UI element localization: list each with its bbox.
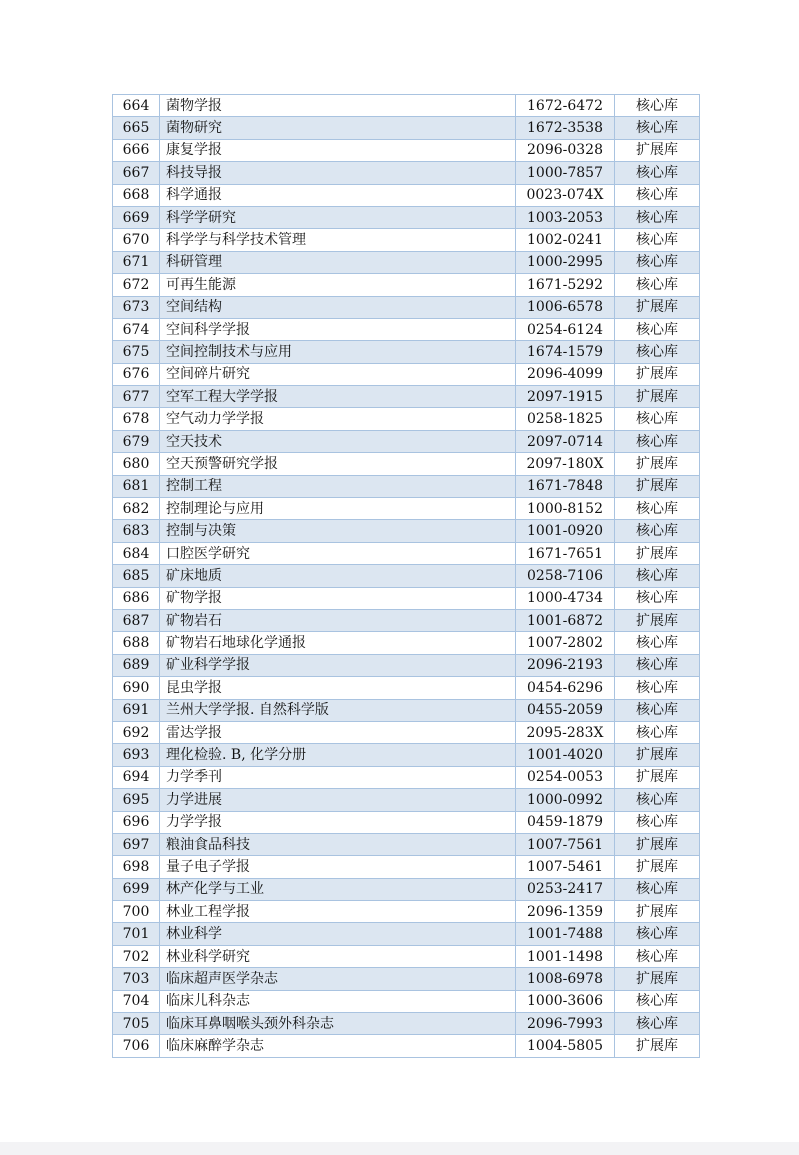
issn-cell: 1672-3538 [516,117,615,139]
table-row [113,632,700,654]
table-row [113,117,700,139]
journal-title-cell: 可再生能源 [160,274,516,296]
category-cell: 核心库 [615,162,700,184]
issn-cell: 1672-6472 [516,95,615,117]
table-row [113,699,700,721]
journal-title-cell: 康复学报 [160,139,516,161]
row-number-cell: 672 [113,274,160,296]
issn-cell: 2097-0714 [516,430,615,452]
journal-title-cell: 林业科学研究 [160,945,516,967]
journal-title-cell: 口腔医学研究 [160,542,516,564]
category-cell: 核心库 [615,184,700,206]
row-number-cell: 701 [113,923,160,945]
issn-cell: 1003-2053 [516,206,615,228]
row-number-cell: 696 [113,811,160,833]
table-row [113,475,700,497]
journal-title-cell: 科研管理 [160,251,516,273]
issn-cell: 0258-1825 [516,408,615,430]
category-cell: 核心库 [615,117,700,139]
category-cell: 核心库 [615,274,700,296]
row-number-cell: 698 [113,856,160,878]
category-cell: 扩展库 [615,386,700,408]
category-cell: 核心库 [615,565,700,587]
issn-cell: 1000-2995 [516,251,615,273]
category-cell: 核心库 [615,341,700,363]
issn-cell: 1001-4020 [516,744,615,766]
row-number-cell: 668 [113,184,160,206]
issn-cell: 1000-4734 [516,587,615,609]
table-row [113,721,700,743]
row-number-cell: 686 [113,587,160,609]
issn-cell: 2095-283X [516,721,615,743]
category-cell: 核心库 [615,990,700,1012]
row-number-cell: 664 [113,95,160,117]
table-row [113,744,700,766]
issn-cell: 2096-4099 [516,363,615,385]
row-number-cell: 695 [113,789,160,811]
journal-title-cell: 科学通报 [160,184,516,206]
row-number-cell: 680 [113,453,160,475]
category-cell: 核心库 [615,251,700,273]
journal-title-cell: 雷达学报 [160,721,516,743]
row-number-cell: 706 [113,1035,160,1057]
journal-title-cell: 力学进展 [160,789,516,811]
issn-cell: 2096-2193 [516,654,615,676]
table-row [113,901,700,923]
row-number-cell: 688 [113,632,160,654]
journal-title-cell: 空间控制技术与应用 [160,341,516,363]
category-cell: 扩展库 [615,363,700,385]
journal-title-cell: 控制与决策 [160,520,516,542]
issn-cell: 1001-1498 [516,945,615,967]
category-cell: 核心库 [615,945,700,967]
table-row [113,453,700,475]
row-number-cell: 702 [113,945,160,967]
table-row [113,251,700,273]
table-row [113,945,700,967]
issn-cell: 1006-6578 [516,296,615,318]
category-cell: 扩展库 [615,901,700,923]
table-row [113,206,700,228]
issn-cell: 1000-0992 [516,789,615,811]
journal-title-cell: 量子电子学报 [160,856,516,878]
row-number-cell: 671 [113,251,160,273]
table-row [113,95,700,117]
category-cell: 扩展库 [615,542,700,564]
category-cell: 核心库 [615,408,700,430]
issn-cell: 0023-074X [516,184,615,206]
issn-cell: 1007-7561 [516,833,615,855]
journal-title-cell: 科学学与科学技术管理 [160,229,516,251]
row-number-cell: 670 [113,229,160,251]
issn-cell: 2096-0328 [516,139,615,161]
table-row [113,677,700,699]
issn-cell: 0253-2417 [516,878,615,900]
issn-cell: 1671-7651 [516,542,615,564]
row-number-cell: 665 [113,117,160,139]
journal-title-cell: 科学学研究 [160,206,516,228]
issn-cell: 1674-1579 [516,341,615,363]
issn-cell: 0258-7106 [516,565,615,587]
category-cell: 扩展库 [615,139,700,161]
journal-title-cell: 临床麻醉学杂志 [160,1035,516,1057]
row-number-cell: 687 [113,609,160,631]
table-row [113,1035,700,1057]
page-bottom-band [0,1142,799,1155]
journal-title-cell: 空气动力学学报 [160,408,516,430]
category-cell: 扩展库 [615,609,700,631]
row-number-cell: 674 [113,318,160,340]
table-row [113,408,700,430]
table-row [113,811,700,833]
issn-cell: 1004-5805 [516,1035,615,1057]
journal-title-cell: 理化检验. B, 化学分册 [160,744,516,766]
issn-cell: 1008-6978 [516,968,615,990]
category-cell: 核心库 [615,430,700,452]
issn-cell: 1000-7857 [516,162,615,184]
table-row [113,229,700,251]
category-cell: 核心库 [615,699,700,721]
row-number-cell: 679 [113,430,160,452]
issn-cell: 1001-0920 [516,520,615,542]
journal-title-cell: 空天预警研究学报 [160,453,516,475]
row-number-cell: 683 [113,520,160,542]
journal-title-cell: 力学季刊 [160,766,516,788]
table-row [113,318,700,340]
table-row [113,968,700,990]
category-cell: 核心库 [615,721,700,743]
table-row [113,609,700,631]
category-cell: 扩展库 [615,1035,700,1057]
category-cell: 核心库 [615,789,700,811]
table-row [113,386,700,408]
journal-title-cell: 林业工程学报 [160,901,516,923]
table-row [113,363,700,385]
table-row [113,833,700,855]
journal-title-cell: 科技导报 [160,162,516,184]
journal-title-cell: 空间科学学报 [160,318,516,340]
journal-title-cell: 粮油食品科技 [160,833,516,855]
category-cell: 扩展库 [615,766,700,788]
journal-title-cell: 空天技术 [160,430,516,452]
row-number-cell: 693 [113,744,160,766]
journal-table-body [113,95,700,1058]
table-row [113,766,700,788]
table-row [113,498,700,520]
row-number-cell: 700 [113,901,160,923]
row-number-cell: 681 [113,475,160,497]
issn-cell: 1007-5461 [516,856,615,878]
journal-title-cell: 临床耳鼻咽喉头颈外科杂志 [160,1013,516,1035]
journal-title-cell: 临床超声医学杂志 [160,968,516,990]
category-cell: 核心库 [615,632,700,654]
journal-title-cell: 兰州大学学报. 自然科学版 [160,699,516,721]
row-number-cell: 669 [113,206,160,228]
row-number-cell: 666 [113,139,160,161]
category-cell: 核心库 [615,318,700,340]
row-number-cell: 678 [113,408,160,430]
row-number-cell: 703 [113,968,160,990]
row-number-cell: 694 [113,766,160,788]
category-cell: 扩展库 [615,968,700,990]
row-number-cell: 691 [113,699,160,721]
issn-cell: 0454-6296 [516,677,615,699]
journal-title-cell: 矿物学报 [160,587,516,609]
table-row [113,878,700,900]
row-number-cell: 675 [113,341,160,363]
journal-title-cell: 林业科学 [160,923,516,945]
category-cell: 扩展库 [615,296,700,318]
journal-title-cell: 空间碎片研究 [160,363,516,385]
row-number-cell: 667 [113,162,160,184]
category-cell: 核心库 [615,229,700,251]
row-number-cell: 673 [113,296,160,318]
table-row [113,430,700,452]
row-number-cell: 704 [113,990,160,1012]
journal-title-cell: 矿物岩石 [160,609,516,631]
issn-cell: 2096-1359 [516,901,615,923]
row-number-cell: 677 [113,386,160,408]
row-number-cell: 690 [113,677,160,699]
table-row [113,587,700,609]
table-row [113,162,700,184]
table-row [113,542,700,564]
issn-cell: 2097-180X [516,453,615,475]
row-number-cell: 676 [113,363,160,385]
issn-cell: 2096-7993 [516,1013,615,1035]
journal-title-cell: 控制理论与应用 [160,498,516,520]
table-row [113,341,700,363]
journal-title-cell: 空军工程大学学报 [160,386,516,408]
journal-title-cell: 林产化学与工业 [160,878,516,900]
issn-cell: 0254-6124 [516,318,615,340]
issn-cell: 1001-7488 [516,923,615,945]
issn-cell: 1671-5292 [516,274,615,296]
category-cell: 核心库 [615,878,700,900]
journal-title-cell: 菌物学报 [160,95,516,117]
row-number-cell: 692 [113,721,160,743]
category-cell: 扩展库 [615,744,700,766]
table-row [113,274,700,296]
category-cell: 核心库 [615,654,700,676]
category-cell: 核心库 [615,587,700,609]
category-cell: 核心库 [615,206,700,228]
table-row [113,856,700,878]
issn-cell: 1002-0241 [516,229,615,251]
row-number-cell: 699 [113,878,160,900]
category-cell: 核心库 [615,498,700,520]
table-row [113,565,700,587]
journal-title-cell: 临床儿科杂志 [160,990,516,1012]
category-cell: 扩展库 [615,833,700,855]
journal-title-cell: 矿业科学学报 [160,654,516,676]
row-number-cell: 705 [113,1013,160,1035]
issn-cell: 0254-0053 [516,766,615,788]
issn-cell: 1000-8152 [516,498,615,520]
journal-title-cell: 控制工程 [160,475,516,497]
issn-cell: 1671-7848 [516,475,615,497]
row-number-cell: 689 [113,654,160,676]
table-row [113,923,700,945]
category-cell: 扩展库 [615,856,700,878]
table-row [113,1013,700,1035]
category-cell: 核心库 [615,923,700,945]
issn-cell: 1001-6872 [516,609,615,631]
issn-cell: 1000-3606 [516,990,615,1012]
journal-title-cell: 空间结构 [160,296,516,318]
category-cell: 核心库 [615,1013,700,1035]
row-number-cell: 684 [113,542,160,564]
table-row [113,296,700,318]
journal-title-cell: 矿物岩石地球化学通报 [160,632,516,654]
journal-title-cell: 菌物研究 [160,117,516,139]
table-row [113,654,700,676]
category-cell: 核心库 [615,520,700,542]
journal-title-cell: 矿床地质 [160,565,516,587]
journal-table [112,94,700,1058]
table-row [113,520,700,542]
table-row [113,139,700,161]
row-number-cell: 685 [113,565,160,587]
category-cell: 核心库 [615,677,700,699]
journal-title-cell: 力学学报 [160,811,516,833]
issn-cell: 1007-2802 [516,632,615,654]
category-cell: 核心库 [615,811,700,833]
journal-title-cell: 昆虫学报 [160,677,516,699]
table-row [113,990,700,1012]
issn-cell: 0459-1879 [516,811,615,833]
issn-cell: 0455-2059 [516,699,615,721]
category-cell: 扩展库 [615,475,700,497]
category-cell: 扩展库 [615,453,700,475]
row-number-cell: 682 [113,498,160,520]
category-cell: 核心库 [615,95,700,117]
table-row [113,789,700,811]
table-row [113,184,700,206]
issn-cell: 2097-1915 [516,386,615,408]
row-number-cell: 697 [113,833,160,855]
